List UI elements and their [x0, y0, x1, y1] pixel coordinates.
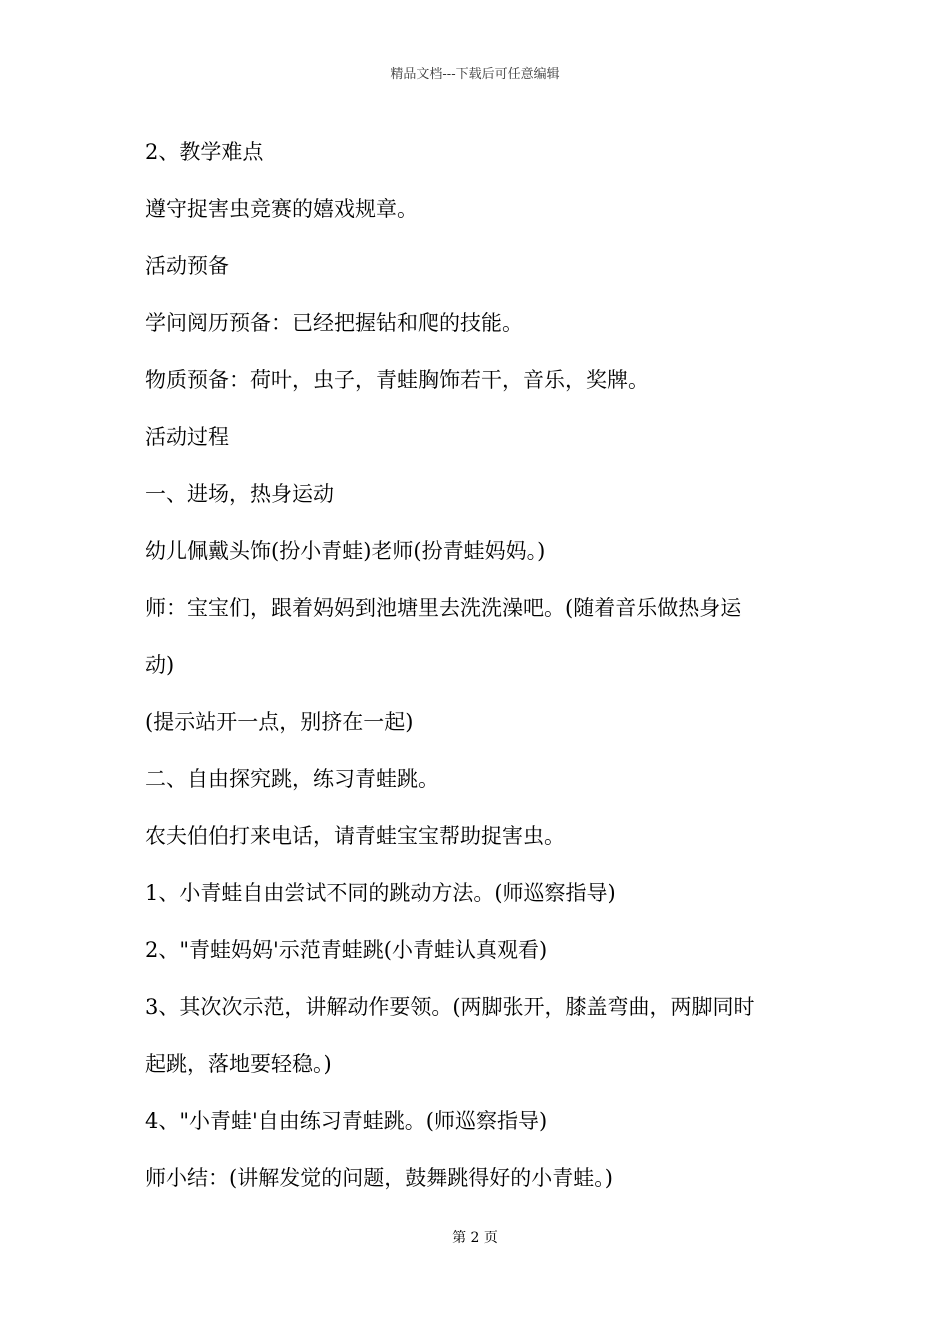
- text-line: 师：宝宝们，跟着妈妈到池塘里去洗洗澡吧。(随着音乐做热身运: [145, 596, 742, 620]
- text-line: 遵守捉害虫竞赛的嬉戏规章。: [145, 197, 418, 221]
- text-line: 活动预备: [145, 254, 229, 278]
- text-line: 学问阅历预备：已经把握钻和爬的技能。: [145, 311, 523, 335]
- text-line: 2、教学难点: [145, 140, 264, 164]
- text-line: 师小结：(讲解发觉的问题，鼓舞跳得好的小青蛙。): [145, 1166, 613, 1190]
- text-line: 3、其次次示范，讲解动作要领。(两脚张开，膝盖弯曲，两脚同时: [145, 995, 755, 1019]
- text-line: 4、"小青蛙'自由练习青蛙跳。(师巡察指导): [145, 1109, 548, 1133]
- text-line: 农夫伯伯打来电话，请青蛙宝宝帮助捉害虫。: [145, 824, 565, 848]
- text-line: 一、进场，热身运动: [145, 482, 334, 506]
- text-line: (提示站开一点，别挤在一起): [145, 710, 414, 734]
- page-number: 第 2 页: [452, 1230, 498, 1246]
- text-line: 2、"青蛙妈妈'示范青蛙跳(小青蛙认真观看): [145, 938, 548, 962]
- text-line: 幼儿佩戴头饰(扮小青蛙)老师(扮青蛙妈妈。): [145, 539, 546, 563]
- text-line: 二、自由探究跳，练习青蛙跳。: [145, 767, 439, 791]
- text-line: 物质预备：荷叶，虫子，青蛙胸饰若干，音乐，奖牌。: [145, 368, 649, 392]
- text-line: 起跳，落地要轻稳。): [145, 1052, 332, 1076]
- page-header: 精品文档---下载后可任意编辑: [390, 67, 560, 82]
- text-line: 1、小青蛙自由尝试不同的跳动方法。(师巡察指导): [145, 881, 616, 905]
- text-line: 动): [145, 653, 175, 677]
- text-line: 活动过程: [145, 425, 229, 449]
